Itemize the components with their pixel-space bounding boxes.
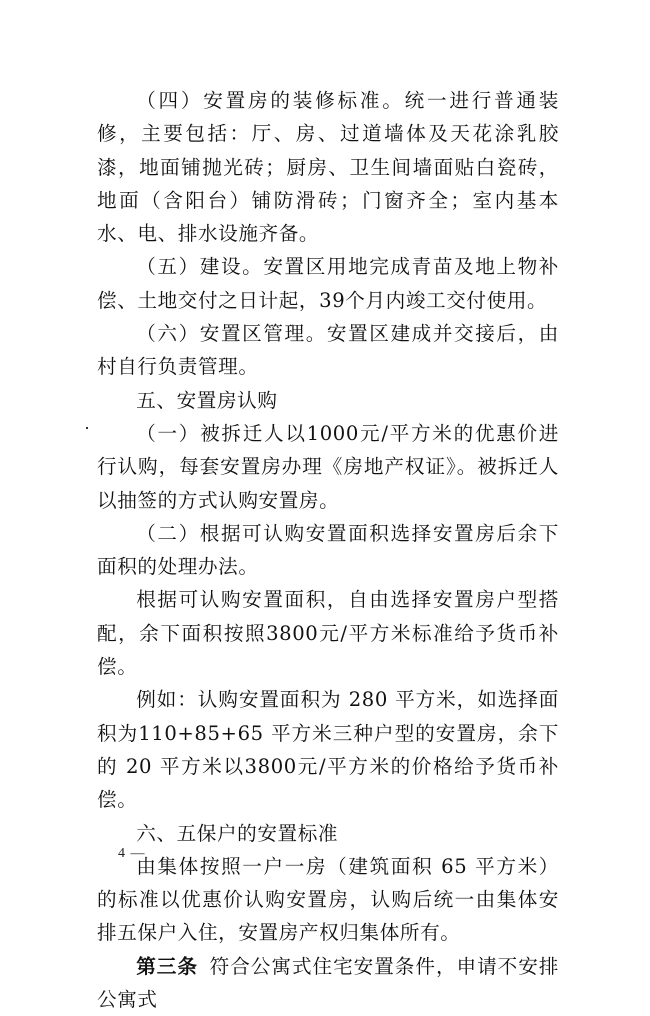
document-page: [97, 84, 559, 1016]
article-text: 符合公寓式住宅安置条件，申请不安排公寓式: [97, 954, 559, 1012]
paragraph-management: （六）安置区管理。安置区建成并交接后，由村自行负责管理。: [97, 322, 559, 379]
margin-mark: [86, 427, 88, 429]
paragraph-five-guarantee: 由集体按照一户一房（建筑面积 65 平方米）的标准以优惠价认购安置房，认购后统一由集体安排五保户入住，安置房产权归集体所有。: [97, 854, 559, 945]
paragraph-area-compensation: 根据可认购安置面积，自由选择安置房户型搭配，余下面积按照3800元/平方米标准给予货币补偿。: [97, 588, 559, 679]
paragraph-remaining-area: （二）根据可认购安置面积选择安置房后余下面积的处理办法。: [97, 521, 559, 579]
paragraph-purchase-price: （一）被拆迁人以1000元/平方米的优惠价进行认购，每套安置房办理《房地产权证》。被拆迁人以抽签的方式认购安置房。: [97, 421, 559, 512]
paragraph-example: 例如：认购安置面积为 280 平方米，如选择面积为110+85+65 平方米三种户型的安置房，余下的 20 平方米以3800元/平方米的价格给予货币补偿。: [97, 688, 559, 812]
paragraph-decoration-standard: （四）安置房的装修标准。统一进行普通装修，主要包括：厅、房、过道墙体及天花涂乳胶漆，地面铺抛光砖；厨房、卫生间墙面贴白瓷砖，地面（含阳台）铺防滑砖；门窗齐全；室内基本水、电、排水设施齐备。: [97, 89, 559, 246]
article-three: [97, 950, 559, 1016]
section-heading-purchase: 五、安置房认购: [136, 388, 278, 412]
article-lead: 第三条: [136, 954, 198, 978]
section-heading-five-guarantee: 六、五保户的安置标准: [136, 821, 339, 845]
page-number: 4 —: [118, 846, 146, 861]
paragraph-construction: （五）建设。安置区用地完成青苗及地上物补偿、土地交付之日计起，39个月内竣工交付使用。: [97, 255, 559, 312]
